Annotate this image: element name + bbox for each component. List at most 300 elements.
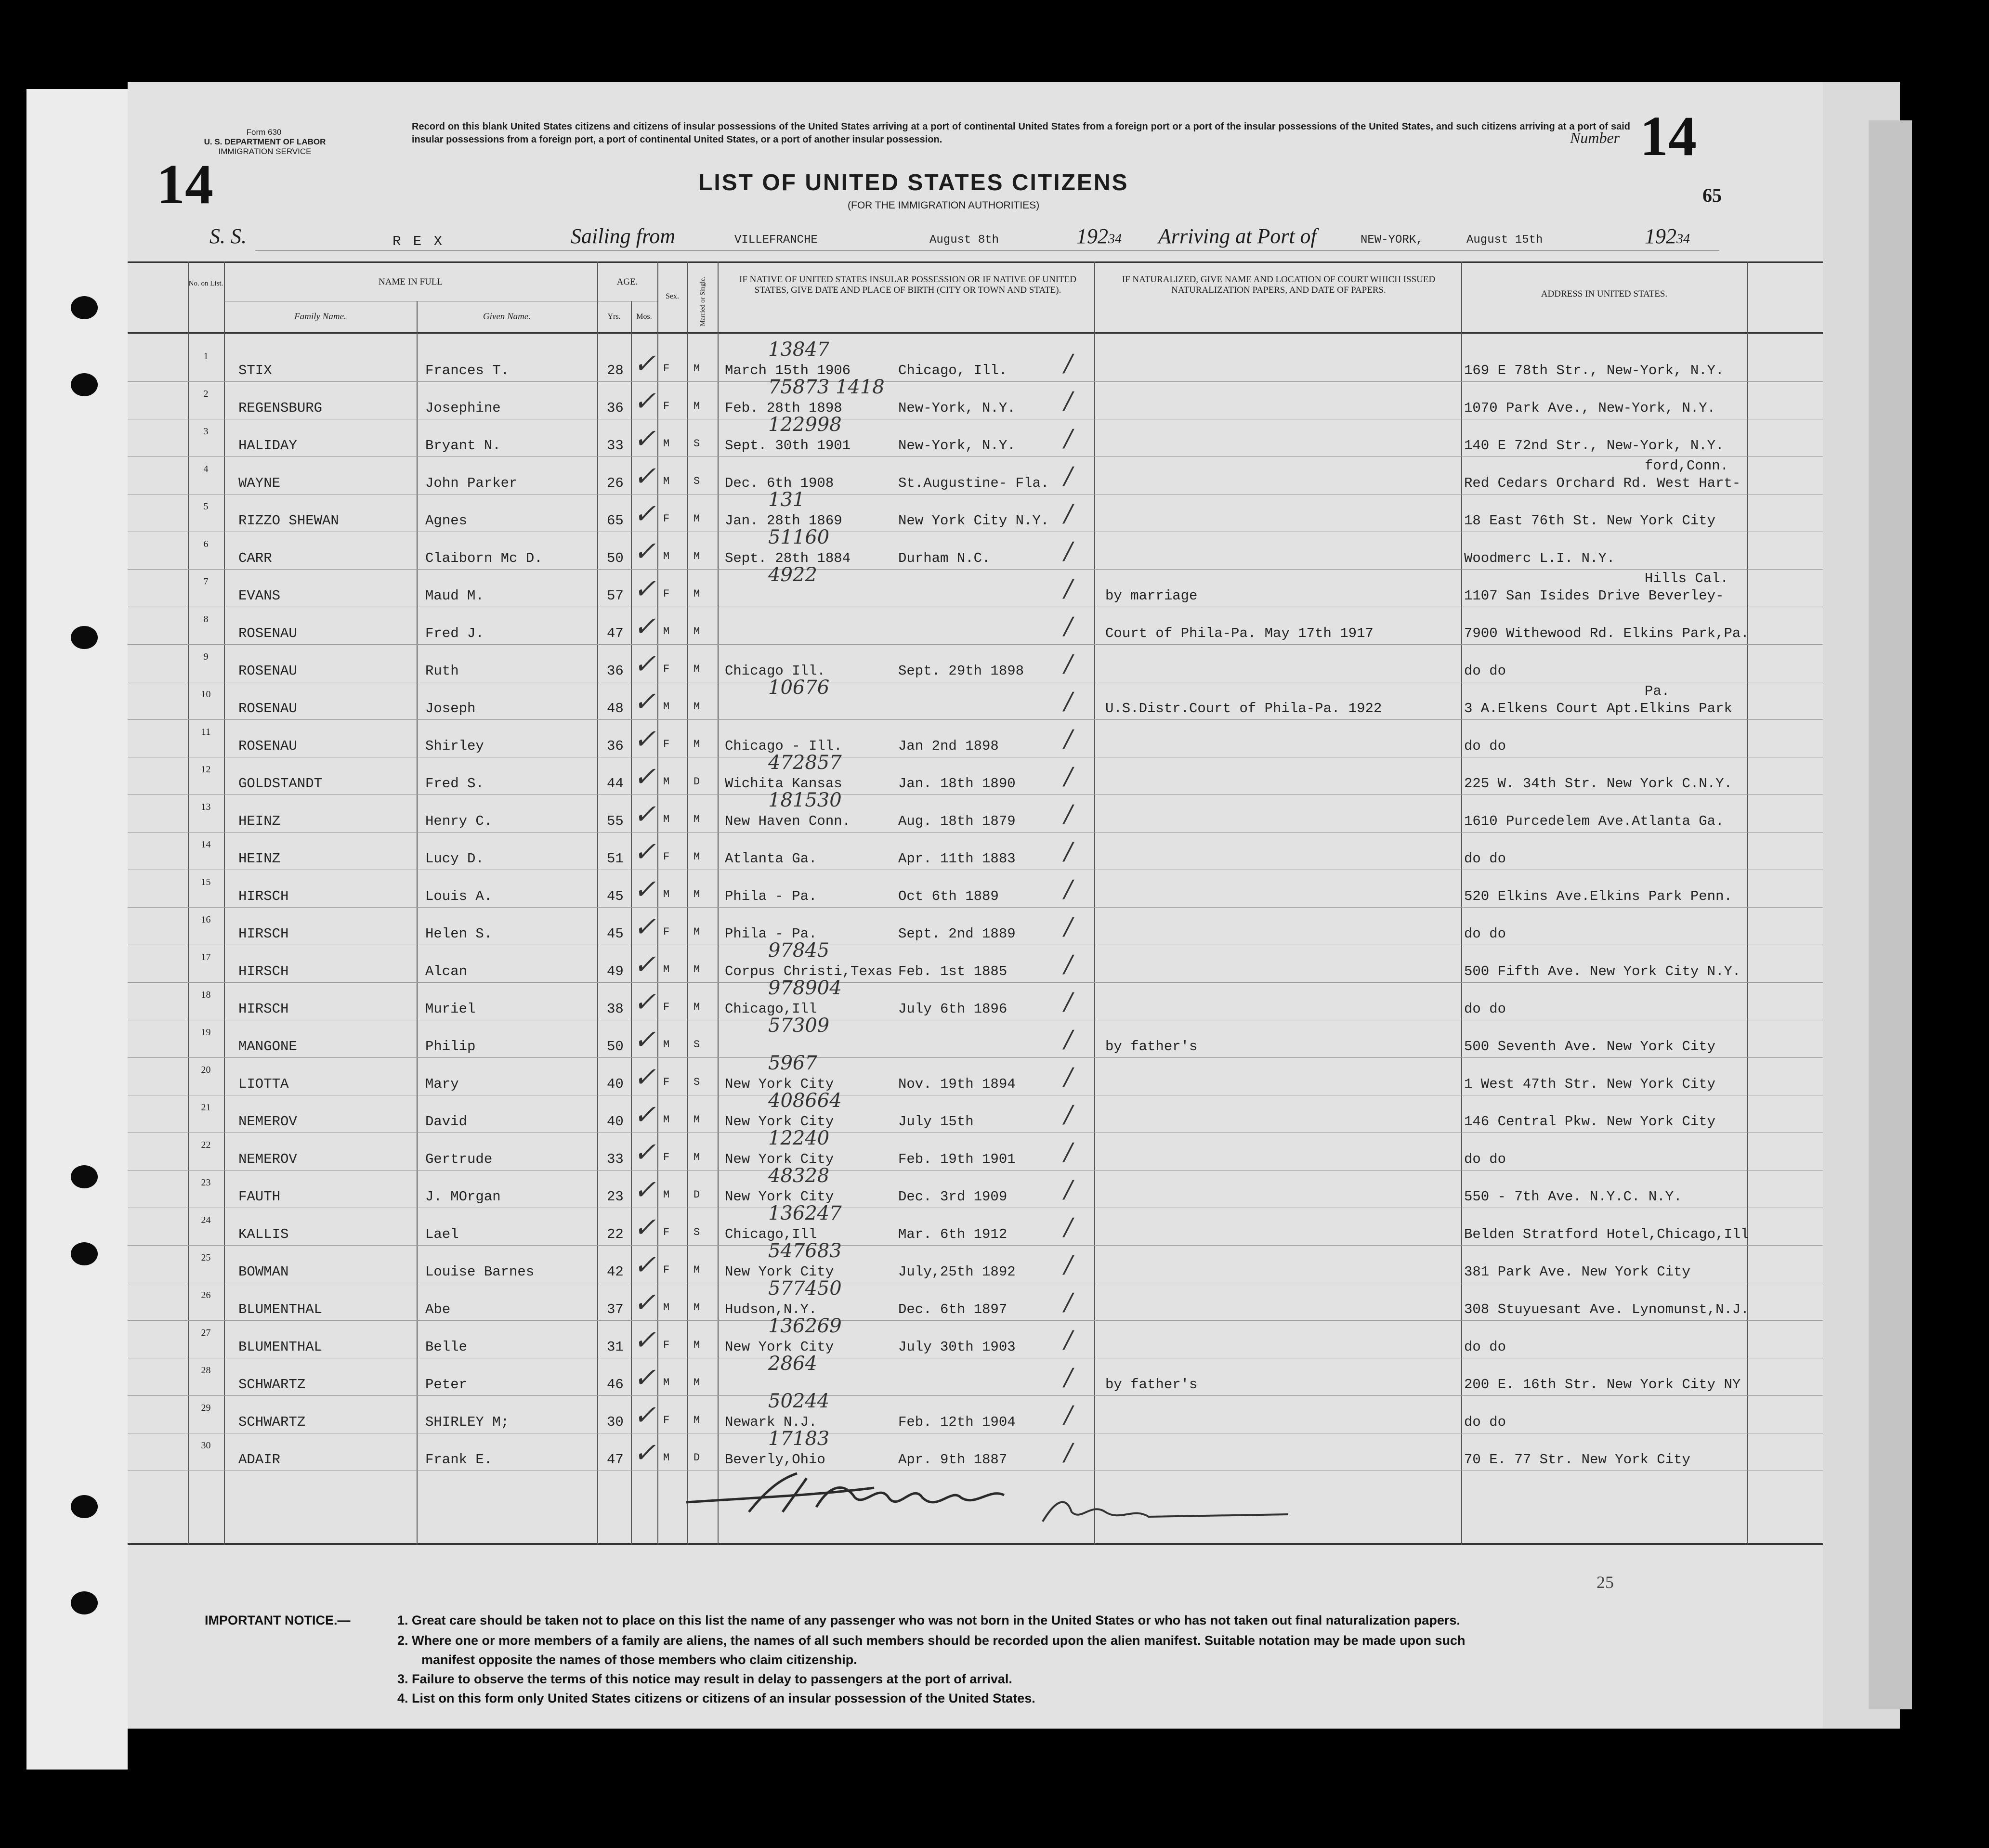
cell-family: BLUMENTHAL [238,1339,323,1355]
notice-item-2-cont: manifest opposite the names of those members who claim citizenship. [421,1653,857,1667]
cell-sex: F [663,1414,670,1426]
cell-given: Claiborn Mc D. [425,550,543,566]
cell-sex: F [663,513,670,525]
cell-ms: M [694,888,700,900]
handwritten-number: 13847 [768,338,830,361]
cell-sex: F [663,1226,670,1238]
check-mark-icon: ✓ [633,611,656,642]
cell-ms: D [694,776,700,788]
tick-mark-icon: / [1064,1175,1073,1203]
tick-mark-icon: / [1064,1326,1073,1353]
cell-birth-b: Jan 2nd 1898 [898,738,999,754]
arriving-label: Arriving at Port of [1158,224,1317,248]
cell-addr: do do [1464,1339,1506,1355]
cell-sex: M [663,550,670,562]
department: U. S. DEPARTMENT OF LABOR [204,137,326,146]
handwritten-number: 547683 [768,1240,842,1262]
year-1: 19234 [1076,224,1122,248]
cell-age: 40 [607,1114,624,1130]
cell-given: Louis A. [425,888,493,904]
cell-given: David [425,1114,468,1130]
cell-birth-a: Chicago,Ill [725,1226,817,1242]
cell-ms: M [694,738,700,750]
cell-no: 22 [201,1140,211,1150]
cell-given: Helen S. [425,926,493,942]
table-row [128,1315,1823,1358]
cell-birth-b: Oct 6th 1889 [898,888,999,904]
cell-birth-b: Dec. 3rd 1909 [898,1189,1008,1205]
arrival-date: August 15th [1466,234,1543,247]
binder-strip [26,89,128,1770]
cell-birth-a: New York City [725,1339,834,1355]
cell-age: 55 [607,813,624,829]
handwritten-number: 2864 [768,1353,817,1375]
cell-family: HEINZ [238,813,281,829]
form-number: Form 630 [246,128,282,137]
cell-addr: 140 E 72nd Str., New-York, N.Y. [1464,438,1724,454]
signature [672,1469,1394,1536]
manifest-sheet [128,82,1823,1729]
cell-family: SCHWARTZ [238,1414,306,1430]
cell-birth-b: July,25th 1892 [898,1264,1016,1280]
cell-no: 2 [203,389,209,399]
cell-sex: F [663,1001,670,1013]
cell-addr: 1610 Purcedelem Ave.Atlanta Ga. [1464,813,1724,829]
tick-mark-icon: / [1064,1213,1073,1241]
cell-sex: F [663,588,670,600]
col-header-mos: Mos. [636,312,652,321]
cell-addr-continued: ford,Conn. [1645,458,1729,474]
cell-sex: M [663,1301,670,1314]
tick-mark-icon: / [1064,1438,1073,1466]
cell-birth-b: Chicago, Ill. [898,363,1008,378]
cell-ms: M [694,1151,700,1163]
cell-addr: 381 Park Ave. New York City [1464,1264,1690,1280]
cell-addr: 308 Stuyuesant Ave. Lynomunst,N.J. [1464,1301,1749,1317]
cell-given: Joseph [425,701,476,716]
cell-birth-b: Apr. 9th 1887 [898,1452,1008,1468]
cell-age: 33 [607,438,624,454]
table-row [128,1240,1823,1283]
instructions: Record on this blank United States citizens and citizens of insular possessions of the United States arriving at a port of continental United States from a foreign port or a port of the insular possessions of the United States, and such citizens arriving at a port of said insular possessions from a foreign port, a port of continental United States, or a port of another insular possession. [412,121,1630,145]
cell-birth-b: Dec. 6th 1897 [898,1301,1008,1317]
check-mark-icon: ✓ [633,874,656,905]
cell-age: 49 [607,963,624,979]
cell-family: HEINZ [238,851,281,867]
cell-ms: M [694,963,700,976]
check-mark-icon: ✓ [633,987,656,1018]
col-header-family: Family Name. [294,312,346,322]
table-header-border [128,332,1823,334]
cell-sex: M [663,1189,670,1201]
cell-age: 36 [607,738,624,754]
check-mark-icon: ✓ [633,911,656,943]
cell-family: ROSENAU [238,663,297,679]
cell-birth-a: Chicago - Ill. [725,738,842,754]
cell-given: Mary [425,1076,459,1092]
tick-mark-icon: / [1064,687,1073,715]
tick-mark-icon: / [1064,912,1073,940]
cell-age: 50 [607,1039,624,1054]
cell-addr: 7900 Withewood Rd. Elkins Park,Pa. [1464,625,1749,641]
table-row [128,939,1823,983]
cell-family: ROSENAU [238,738,297,754]
cell-given: Maud M. [425,588,484,604]
check-mark-icon: ✓ [633,1099,656,1131]
cell-given: Agnes [425,513,468,529]
table-row [128,1090,1823,1133]
cell-no: 27 [201,1327,211,1338]
handwritten-number: 97845 [768,939,830,962]
cell-birth-a: Feb. 28th 1898 [725,400,842,416]
cell-no: 4 [203,464,209,474]
tick-mark-icon: / [1064,1025,1073,1053]
tick-mark-icon: / [1064,650,1073,677]
table-row [128,1165,1823,1208]
punch-hole [71,626,98,649]
handwritten-number: 978904 [768,977,842,999]
cell-ms: S [694,438,700,450]
cell-sex: M [663,776,670,788]
cell-family: FAUTH [238,1189,281,1205]
check-mark-icon: ✓ [633,1212,656,1243]
cell-ms: M [694,363,700,375]
cell-nat: by father's [1105,1039,1198,1054]
handwritten-number: 50244 [768,1390,830,1412]
service: IMMIGRATION SERVICE [218,147,312,156]
cell-sex: M [663,1114,670,1126]
handwritten-number: 75873 1418 [768,376,885,398]
handwritten-number: 136269 [768,1315,842,1337]
cell-given: Muriel [425,1001,476,1017]
cell-age: 37 [607,1301,624,1317]
check-mark-icon: ✓ [633,1400,656,1431]
tick-mark-icon: / [1064,1250,1073,1278]
cell-ms: S [694,1039,700,1051]
table-row [128,1015,1823,1058]
check-mark-icon: ✓ [633,1024,656,1055]
cell-no: 10 [201,689,211,700]
cell-ms: M [694,588,700,600]
cell-sex: M [663,963,670,976]
table-row [128,1127,1823,1171]
check-mark-icon: ✓ [633,1287,656,1318]
table-row [128,414,1823,457]
cell-addr: 18 East 76th St. New York City [1464,513,1716,529]
notice-item-1: 1. Great care should be taken not to place on this list the name of any passenger who was not born in the United States or who has not taken out final naturalization papers. [397,1613,1460,1627]
cell-family: NEMEROV [238,1114,297,1130]
cell-addr: 550 - 7th Ave. N.Y.C. N.Y. [1464,1189,1682,1205]
col-header-no: No. on List. [188,280,223,287]
cell-no: 26 [201,1290,211,1301]
cell-addr: do do [1464,663,1506,679]
cell-birth-a: Newark N.J. [725,1414,817,1430]
cell-sex: M [663,813,670,825]
check-mark-icon: ✓ [633,1174,656,1206]
cell-sex: F [663,1264,670,1276]
check-mark-icon: ✓ [633,1137,656,1168]
table-row [128,645,1823,682]
cell-age: 23 [607,1189,624,1205]
tick-mark-icon: / [1064,1100,1073,1128]
tick-mark-icon: / [1064,1401,1073,1429]
cell-given: Frank E. [425,1452,493,1468]
cell-no: 19 [201,1027,211,1038]
check-mark-icon: ✓ [633,1249,656,1281]
handwritten-number: 12240 [768,1127,830,1149]
cell-nat: U.S.Distr.Court of Phila-Pa. 1922 [1105,701,1382,716]
handwritten-number: 122998 [768,414,842,436]
cell-no: 14 [201,839,211,850]
check-mark-icon: ✓ [633,686,656,717]
cell-birth-a: Jan. 28th 1869 [725,513,842,529]
cell-no: 8 [203,614,209,625]
handwritten-number: 131 [768,489,805,511]
cell-family: HIRSCH [238,963,289,979]
cell-no: 25 [201,1252,211,1263]
tick-mark-icon: / [1064,1138,1073,1166]
table-row [128,1052,1823,1095]
cell-no: 11 [201,727,211,737]
cell-given: Frances T. [425,363,510,378]
cell-addr: Belden Stratford Hotel,Chicago,Ill [1464,1226,1749,1242]
tick-mark-icon: / [1064,462,1073,490]
table-row [128,1202,1823,1246]
cell-addr-continued: Hills Cal. [1645,571,1729,586]
cell-given: Philip [425,1039,476,1054]
cell-addr: 3 A.Elkens Court Apt.Elkins Park [1464,701,1732,716]
cell-ms: M [694,701,700,713]
cell-age: 46 [607,1377,624,1393]
cell-no: 9 [203,651,209,662]
table-row [128,489,1823,532]
col-header-married: Married or Single. [699,276,707,326]
cell-sex: F [663,1076,670,1088]
cell-given: Fred J. [425,625,484,641]
tick-mark-icon: / [1064,875,1073,903]
cell-birth-b: St.Augustine- Fla. [898,475,1049,491]
cell-birth-b: Durham N.C. [898,550,991,566]
cell-nat: Court of Phila-Pa. May 17th 1917 [1105,625,1374,641]
cell-family: ROSENAU [238,625,297,641]
cell-no: 12 [201,764,211,775]
back-sheet-edge [1869,120,1912,1709]
handwritten-number: 57309 [768,1015,830,1037]
cell-birth-a: New York City [725,1189,834,1205]
cell-birth-b: Apr. 11th 1883 [898,851,1016,867]
punch-hole [71,296,98,319]
handwritten-number: 17183 [768,1428,830,1450]
cell-ms: M [694,1114,700,1126]
cell-birth-b: New-York, N.Y. [898,438,1016,454]
cell-age: 47 [607,1452,624,1468]
tick-mark-icon: / [1064,988,1073,1015]
cell-ms: M [694,663,700,675]
cell-family: CARR [238,550,272,566]
cell-ms: S [694,1226,700,1238]
cell-no: 13 [201,802,211,812]
cell-ms: M [694,926,700,938]
cell-sex: M [663,475,670,487]
check-mark-icon: ✓ [633,498,656,530]
page-title: LIST OF UNITED STATES CITIZENS [698,170,1129,195]
check-mark-icon: ✓ [633,761,656,793]
cell-birth-b: Feb. 12th 1904 [898,1414,1016,1430]
cell-given: Abe [425,1301,451,1317]
check-mark-icon: ✓ [633,1362,656,1393]
cell-given: Louise Barnes [425,1264,535,1280]
table-row [128,1353,1823,1396]
sailing-date: August 8th [929,234,999,247]
check-mark-icon: ✓ [633,1437,656,1469]
col-header-given: Given Name. [483,312,531,322]
cell-no: 28 [201,1365,211,1376]
table-row [128,376,1823,419]
tick-mark-icon: / [1064,387,1073,415]
cell-no: 20 [201,1065,211,1075]
cell-birth-a: Hudson,N.Y. [725,1301,817,1317]
cell-sex: F [663,400,670,412]
table-row [128,607,1823,645]
voyage-underline [255,250,1719,251]
cell-family: SCHWARTZ [238,1377,306,1393]
cell-given: John Parker [425,475,518,491]
tick-mark-icon: / [1064,612,1073,640]
cell-age: 33 [607,1151,624,1167]
cell-birth-b: Nov. 19th 1894 [898,1076,1016,1092]
check-mark-icon: ✓ [633,536,656,567]
punch-hole [71,1242,98,1265]
cell-birth-b: Aug. 18th 1879 [898,813,1016,829]
cell-no: 15 [201,877,211,887]
cell-given: Henry C. [425,813,493,829]
cell-addr: 520 Elkins Ave.Elkins Park Penn. [1464,888,1732,904]
cell-given: Lucy D. [425,851,484,867]
cell-birth-a: Phila - Pa. [725,888,817,904]
ss-label: S. S. [209,224,247,248]
cell-family: WAYNE [238,475,281,491]
check-mark-icon: ✓ [633,348,656,379]
notice-label: IMPORTANT NOTICE.— [205,1613,351,1627]
tick-mark-icon: / [1064,1363,1073,1391]
arrival-port: NEW-YORK, [1361,234,1423,247]
cell-no: 7 [203,576,209,587]
cell-age: 51 [607,851,624,867]
check-mark-icon: ✓ [633,461,656,492]
cell-family: HIRSCH [238,1001,289,1017]
cell-addr: 500 Seventh Ave. New York City [1464,1039,1716,1054]
cell-age: 30 [607,1414,624,1430]
cell-age: 28 [607,363,624,378]
cell-birth-a: Beverly,Ohio [725,1452,825,1468]
notice-item-4: 4. List on this form only United States citizens or citizens of an insular possession of the United States. [397,1691,1035,1705]
cell-age: 47 [607,625,624,641]
cell-family: RIZZO SHEWAN [238,513,339,529]
cell-no: 17 [201,952,211,963]
cell-birth-b: Jan. 18th 1890 [898,776,1016,792]
cell-sex: M [663,438,670,450]
handwritten-number: 5967 [768,1052,817,1074]
cell-family: NEMEROV [238,1151,297,1167]
cell-family: BOWMAN [238,1264,289,1280]
table-row [128,833,1823,870]
col-header-naturalized: IF NATURALIZED, GIVE NAME AND LOCATION OF COURT WHICH ISSUED NATURALIZATION PAPERS, AND DATE OF PAPERS. [1122,274,1436,295]
cell-ms: M [694,1414,700,1426]
check-mark-icon: ✓ [633,949,656,980]
footer-page-number: 25 [1596,1573,1614,1592]
table-row [128,1390,1823,1433]
cell-addr: 146 Central Pkw. New York City [1464,1114,1716,1130]
table-row [128,457,1823,495]
cell-given: Gertrude [425,1151,493,1167]
cell-age: 57 [607,588,624,604]
cell-family: HIRSCH [238,888,289,904]
tick-mark-icon: / [1064,1063,1073,1091]
col-header-age: AGE. [616,277,638,287]
cell-sex: F [663,851,670,863]
cell-family: LIOTTA [238,1076,289,1092]
cell-ms: M [694,813,700,825]
cell-nat: by marriage [1105,588,1198,604]
check-mark-icon: ✓ [633,573,656,605]
cell-sex: M [663,1452,670,1464]
cell-given: Fred S. [425,776,484,792]
cell-ms: M [694,1339,700,1351]
cell-ms: S [694,1076,700,1088]
cell-birth-b: July 6th 1896 [898,1001,1008,1017]
cell-age: 40 [607,1076,624,1092]
cell-given: J. MOrgan [425,1189,501,1205]
punch-hole [71,1495,98,1518]
cell-sex: M [663,888,670,900]
cell-birth-a: Sept. 28th 1884 [725,550,851,566]
punch-hole [71,1591,98,1614]
cell-addr: do do [1464,1414,1506,1430]
table-top-border [128,261,1823,263]
cell-given: Lael [425,1226,459,1242]
table-bottom-border [128,1543,1823,1545]
cell-birth-b: Sept. 2nd 1889 [898,926,1016,942]
handwritten-number: 4922 [768,564,817,586]
tick-mark-icon: / [1064,837,1073,865]
check-mark-icon: ✓ [633,423,656,455]
number-value: 14 [1640,104,1697,168]
cell-addr: 200 E. 16th Str. New York City NY [1464,1377,1741,1393]
cell-birth-a: Wichita Kansas [725,776,842,792]
cell-given: Alcan [425,963,468,979]
cell-ms: D [694,1452,700,1464]
cell-age: 36 [607,663,624,679]
cell-given: Ruth [425,663,459,679]
tick-mark-icon: / [1064,1288,1073,1316]
check-mark-icon: ✓ [633,649,656,680]
cell-given: Belle [425,1339,468,1355]
cell-addr: 169 E 78th Str., New-York, N.Y. [1464,363,1724,378]
cell-ms: D [694,1189,700,1201]
cell-birth-b: New-York, N.Y. [898,400,1016,416]
cell-ms: M [694,400,700,412]
cell-family: ROSENAU [238,701,297,716]
cell-addr: 500 Fifth Ave. New York City N.Y. [1464,963,1741,979]
cell-birth-b: Feb. 19th 1901 [898,1151,1016,1167]
cell-ms: M [694,550,700,562]
page-subtitle: (FOR THE IMMIGRATION AUTHORITIES) [848,200,1040,211]
tick-mark-icon: / [1064,349,1073,377]
cell-addr: do do [1464,926,1506,942]
cell-addr: Woodmerc L.I. N.Y. [1464,550,1615,566]
cell-addr: 1107 San Isides Drive Beverley- [1464,588,1724,604]
cell-sex: F [663,663,670,675]
